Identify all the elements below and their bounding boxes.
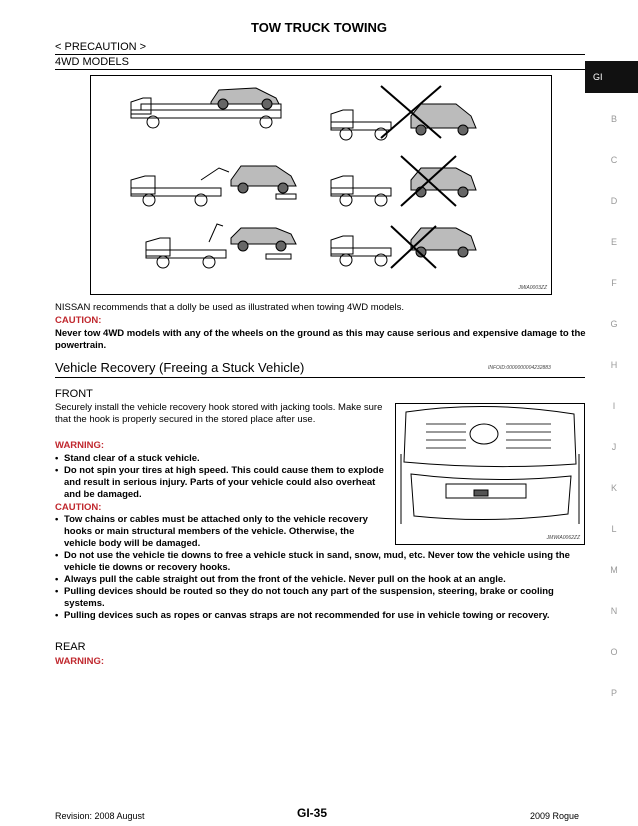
figure-id: JMIA0003ZZ [518, 285, 547, 291]
footer-revision: Revision: 2008 August [55, 811, 145, 821]
side-tab-p[interactable]: P [610, 688, 617, 698]
list-item: • Stand clear of a stuck vehicle. [55, 453, 200, 464]
list-item: • Do not use the vehicle tie downs to free a vehicle stuck in sand, snow, mud, etc. Never tow the vehicle using the vehicle tie downs or recovery hooks. [55, 550, 570, 573]
info-id: INFOID:0000000004232883 [488, 365, 551, 371]
list-item: • Tow chains or cables must be attached only to the vehicle recovery hooks or main structural members of the vehicle. Otherwise, the vehicle body will be damaged. [55, 514, 368, 549]
tow-truck-figure [90, 75, 552, 295]
figure-id-bumper: JMWIA0062ZZ [546, 535, 580, 541]
side-tab-m[interactable]: M [610, 565, 618, 575]
section-heading-4wd: 4WD MODELS [55, 56, 129, 68]
side-tab-f[interactable]: F [611, 278, 617, 288]
list-item: • Always pull the cable straight out from the front of the vehicle. Never pull on the hook at an angle. [55, 574, 506, 585]
list-item: • Pulling devices should be routed so they do not touch any part of the suspension, steering, brake or cooling systems. [55, 586, 554, 609]
side-tab-n[interactable]: N [610, 606, 618, 616]
flatbed-truck-icon [131, 88, 281, 128]
recovery-rule [55, 377, 585, 378]
section-title-recovery: Vehicle Recovery (Freeing a Stuck Vehicle) [55, 360, 305, 375]
warning-label: WARNING: [55, 440, 105, 451]
front-heading: FRONT [55, 388, 93, 400]
side-tab-c[interactable]: C [610, 155, 618, 165]
caution-text-4wd: Never tow 4WD models with any of the wheels on the ground as this may cause serious and expensive damage to the powertrain. [55, 328, 586, 351]
caution-list-bottom [55, 550, 587, 622]
tow-truck-illustration [91, 76, 551, 294]
caution-label-4wd: CAUTION: [55, 315, 102, 326]
rear-heading: REAR [55, 641, 86, 653]
side-tab-active[interactable]: GI [585, 61, 638, 93]
front-bumper-figure [395, 403, 585, 545]
front-bumper-illustration [396, 404, 584, 544]
side-tab-i[interactable]: I [612, 401, 616, 411]
side-tab-o[interactable]: O [610, 647, 618, 657]
caution-label-recovery: CAUTION: [55, 502, 102, 513]
side-tab-g[interactable]: G [610, 319, 618, 329]
side-tab-e[interactable]: E [610, 237, 617, 247]
list-item: • Pulling devices such as ropes or canvas straps are not recommended for use in vehicle towing or recovery. [55, 610, 550, 621]
warning-list [55, 453, 387, 501]
front-text: Securely install the vehicle recovery hook stored with jacking tools. Make sure that the hook is properly secured in the stored place after use. [55, 402, 383, 425]
breadcrumb: < PRECAUTION > [55, 41, 147, 53]
footer-model: 2009 Rogue [530, 811, 580, 821]
side-tab-h[interactable]: H [610, 360, 618, 370]
side-tab-l[interactable]: L [611, 524, 617, 534]
section-rule [55, 69, 585, 70]
side-tab-d[interactable]: D [610, 196, 618, 206]
list-item: • Do not spin your tires at high speed. This could cause them to explode and result in serious injury. Parts of your vehicle could also overheat and be damaged. [55, 465, 384, 500]
caution-list-top [55, 514, 387, 550]
dolly-note: NISSAN recommends that a dolly be used as illustrated when towing 4WD models. [55, 302, 405, 313]
side-tab-b[interactable]: B [610, 114, 617, 124]
rear-warning-label: WARNING: [55, 656, 105, 667]
side-tab-k[interactable]: K [610, 483, 617, 493]
page-title: TOW TRUCK TOWING [250, 20, 387, 35]
side-tab-j[interactable]: J [611, 442, 617, 452]
page-number: GI-35 [297, 806, 328, 820]
header-rule [55, 54, 585, 55]
